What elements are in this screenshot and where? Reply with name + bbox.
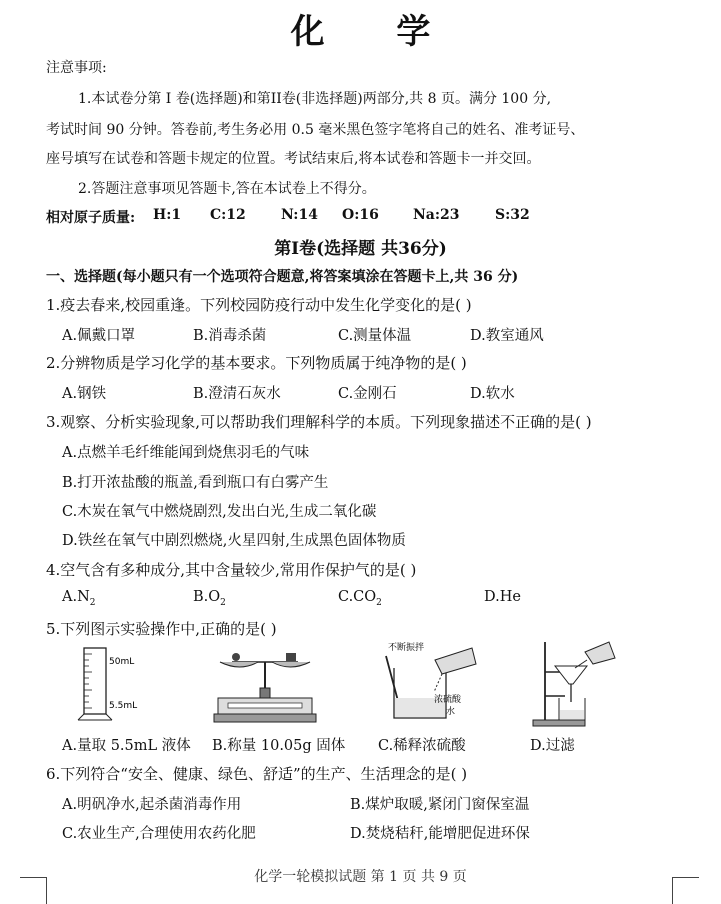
crop-mark-left xyxy=(20,877,47,904)
q2-option-a: A.钢铁 xyxy=(62,386,107,402)
volume-title: 第I卷(选择题 共36分) xyxy=(274,239,447,259)
q4-option-b: $B.O_2$ xyxy=(193,589,226,608)
q5-option-a: A.量取 5.5mL 液体 xyxy=(62,738,191,754)
figure-c-label-stirring: 不断振拌 xyxy=(388,643,425,653)
q1-option-d: D.教室通风 xyxy=(470,328,544,344)
q1-option-c: C.测量体温 xyxy=(338,328,412,344)
crop-mark-right xyxy=(672,877,699,904)
q2-option-b: B.澄清石灰水 xyxy=(193,386,281,402)
q6-option-d: D.焚烧秸秆,能增肥促进环保 xyxy=(350,826,530,842)
atomic-mass-label: 相对原子质量: xyxy=(46,210,136,226)
notice-line-2: 考试时间 90 分钟。答卷前,考生务必用 0.5 毫米黑色签字笔将自己的姓名、准考证号、 xyxy=(46,122,585,138)
q6-option-a: A.明矾净水,起杀菌消毒作用 xyxy=(62,797,242,813)
q3-option-c: C.木炭在氧气中燃烧剧烈,发出白光,生成二氧化碳 xyxy=(62,504,377,520)
figure-b-balance xyxy=(210,648,320,728)
atomic-mass-h: H:1 xyxy=(153,207,182,223)
notice-line-3: 座号填写在试卷和答题卡规定的位置。考试结束后,将本试卷和答题卡一并交回。 xyxy=(46,151,541,167)
figure-c-label-water: 水 xyxy=(446,707,456,717)
q5-option-c: C.稀释浓硫酸 xyxy=(378,738,466,754)
atomic-mass-o: O:16 xyxy=(342,207,379,223)
q6-stem: 6.下列符合“安全、健康、绿色、舒适”的生产、生活理念的是( ) xyxy=(46,765,468,783)
q3-option-d: D.铁丝在氧气中剧烈燃烧,火星四射,生成黑色固体物质 xyxy=(62,533,406,549)
notice-heading: 注意事项: xyxy=(46,60,107,76)
q5-option-b: B.称量 10.05g 固体 xyxy=(212,738,346,754)
q6-option-c: C.农业生产,合理使用农药化肥 xyxy=(62,826,256,842)
q2-stem: 2.分辨物质是学习化学的基本要求。下列物质属于纯净物的是( ) xyxy=(46,354,467,372)
q6-option-b: B.煤炉取暖,紧闭门窗保室温 xyxy=(350,797,530,813)
q5-stem: 5.下列图示实验操作中,正确的是( ) xyxy=(46,620,277,638)
figure-a-bottom-label: 5.5mL xyxy=(109,701,138,711)
figure-c-label-acid: 浓硫酸 xyxy=(434,695,462,705)
q2-option-d: D.软水 xyxy=(470,386,515,402)
q4-option-c: $C.CO_2$ xyxy=(338,589,382,608)
q4-option-a: $A.N_2$ xyxy=(62,589,96,608)
page-footer: 化学一轮模拟试题 第 1 页 共 9 页 xyxy=(254,869,467,885)
q5-option-d: D.过滤 xyxy=(530,738,575,754)
figure-a-top-label: 50mL xyxy=(109,657,135,667)
q4-option-d: D.He xyxy=(484,589,521,605)
q1-option-b: B.消毒杀菌 xyxy=(193,328,267,344)
q1-stem: 1.疫去春来,校园重逢。下列校园防疫行动中发生化学变化的是( ) xyxy=(46,296,472,314)
q2-option-c: C.金刚石 xyxy=(338,386,397,402)
q3-option-b: B.打开浓盐酸的瓶盖,看到瓶口有白雾产生 xyxy=(62,475,329,491)
atomic-mass-na: Na:23 xyxy=(413,207,460,223)
q3-stem: 3.观察、分析实验现象,可以帮助我们理解科学的本质。下列现象描述不正确的是( ) xyxy=(46,413,592,431)
notice-line-4: 2.答题注意事项见答题卡,答在本试卷上不得分。 xyxy=(78,181,376,197)
atomic-mass-n: N:14 xyxy=(281,207,318,223)
q4-stem: 4.空气含有多种成分,其中含量较少,常用作保护气的是( ) xyxy=(46,561,417,579)
q3-option-a: A.点燃羊毛纤维能闻到烧焦羽毛的气味 xyxy=(62,445,310,461)
atomic-mass-c: C:12 xyxy=(210,207,246,223)
atomic-mass-s: S:32 xyxy=(495,207,530,223)
section-title: 一、选择题(每小题只有一个选项符合题意,将答案填涂在答题卡上,共 36 分) xyxy=(46,269,519,285)
figure-d-filtration xyxy=(525,636,625,730)
q1-option-a: A.佩戴口罩 xyxy=(62,328,136,344)
page-title: 化 学 xyxy=(290,12,461,52)
notice-line-1: 1.本试卷分第 I 卷(选择题)和第II卷(非选择题)两部分,共 8 页。满分 100 分, xyxy=(78,91,552,107)
figure-a-graduated-cylinder xyxy=(74,640,144,725)
figure-c-diluting-acid xyxy=(380,638,480,728)
